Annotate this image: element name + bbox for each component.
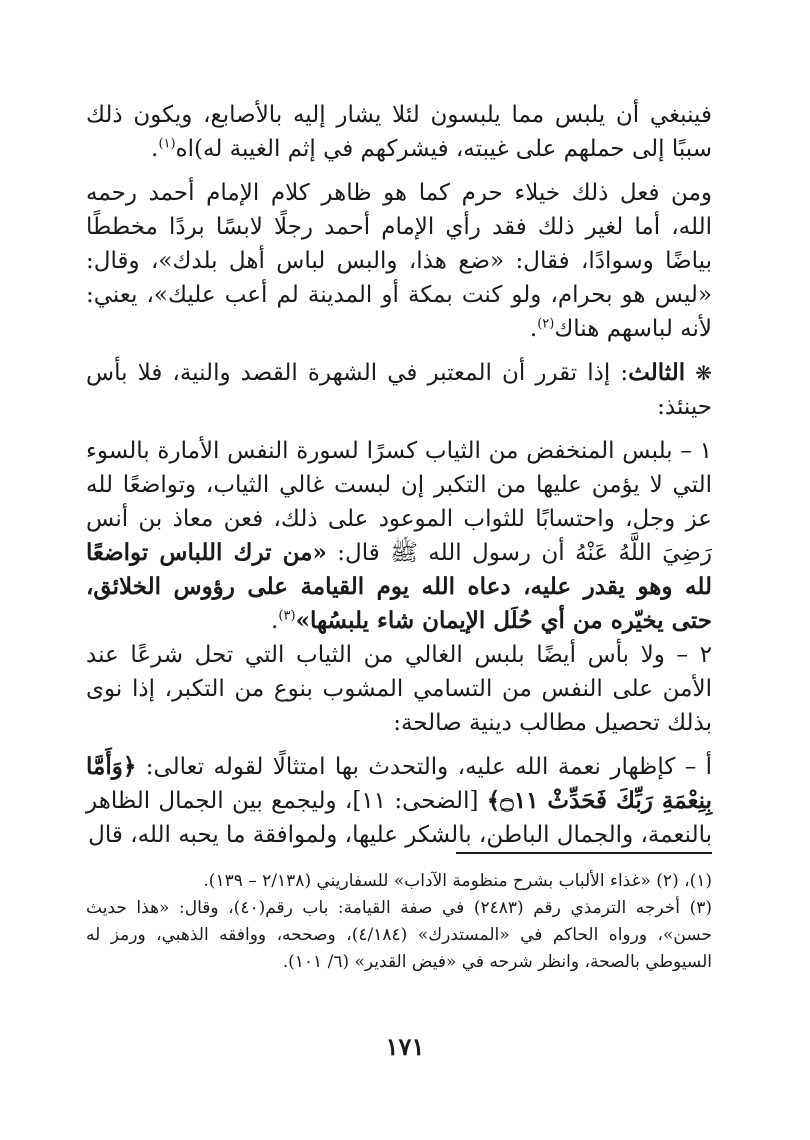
item-a-rest: [الضحى: ١١]، وليجمع بين الجمال الظاهر بالنعمة، والجمال الباطن، بالشكر عليها، ولموافقة ما يحبه الله، قال (86, 788, 712, 848)
quran-verse: ﴿وَأَمَّا بِنِعْمَةِ رَبِّكَ فَحَدِّثْ ۝١١﴾ (86, 753, 712, 814)
paragraph-2: ومن فعل ذلك خيلاء حرم كما هو ظاهر كلام الإمام أحمد رحمه الله، أما لغير ذلك فقد رأي الإمام أحمد رجلًا لابسًا بردًا مخططًا بياضًا وسوادًا، فقال: «ضع هذا، والبس لباس أهل بلدك»، وقال: «ليس هو بحرام، ولو كنت بمكة أو المدينة لم أعب عليك»، يعني: لأنه لباسهم هناك$^{(٢)}$. (86, 180, 712, 342)
footnote-3: (٣) أخرجه الترمذي رقم (٢٤٨٣) في صفة القيامة: باب رقم(٤٠)، وقال: «هذا حديث حسن»، ورواه الحاكم في «المستدرك» (٤/١٨٤)، وصححه، ووافقه الذهبي، ورمز له السيوطي بالصحة، وانظر شرحه في «فيض القدير» (٦/ ١٠١). (86, 898, 712, 972)
footnote-1-2: (١)، (٢) «غذاء الألباب بشرح منظومة الآداب» للسفاريني (٢/١٣٨ – ١٣٩). (203, 871, 712, 891)
item-2-text: ٢ – ولا بأس أيضًا بلبس الغالي من الثياب التي تحل شرعًا عند الأمن على النفس من التسامي المشوب بنوع من التكبر، إذا نوى بذلك تحصيل مطالب دينية صالحة: (86, 642, 712, 736)
paragraph-2-text: ومن فعل ذلك خيلاء حرم كما هو ظاهر كلام الإمام أحمد رحمه الله، أما لغير ذلك فقد رأي الإمام أحمد رجلًا لابسًا بردًا مخططًا بياضًا وسوادًا، فقال: «ضع هذا، والبس لباس أهل بلدك»، وقال: «ليس هو بحرام، ولو كنت بمكة أو المدينة لم أعب عليك»، يعني: لأنه لباسهم هناك (86, 180, 712, 342)
footnote-ref-2[interactable]: (٢) (537, 316, 555, 332)
item-a (86, 750, 712, 852)
item-2 (86, 638, 712, 740)
paragraph-1: فينبغي أن يلبس مما يلبسون لئلا يشار إليه بالأصابع، ويكون ذلك سببًا إلى حملهم على غيبته، فيشركهم في إثم الغيبة له)اه$^{(١)}$. (86, 102, 712, 162)
item-1-hadith: «من ترك اللباس تواضعًا لله وهو يقدر عليه، دعاه الله يوم القيامة على رؤوس الخلائق، حتى يخيّره من أي حُلَل الإيمان شاء يلبسُها» (86, 539, 712, 634)
item-1: ١ – بلبس المنخفض من الثياب كسرًا لسورة النفس الأمارة بالسوء التي لا يؤمن عليها من التكبر إن لبست غالي الثياب، وتواضعًا لله عز وجل، واحتسابًا للثواب الموعود على ذلك، فعن معاذ بن أنس رَضِيَ اللَّهُ عَنْهُ أن رسول الله ﷺ قال: «من ترك اللباس تواضعًا لله وهو يقدر عليه، دعاه الله يوم القيامة على رؤوس الخلائق، حتى يخيّره من أي حُلَل الإيمان شاء يلبسُها»$^{(٣)}$. (86, 438, 712, 634)
section-third (86, 356, 712, 424)
section-third-text: : إذا تقرر أن المعتبر في الشهرة القصد والنية، فلا بأس حينئذ: (86, 360, 712, 420)
main-text (86, 98, 712, 852)
footnote-ref-1[interactable]: (١) (158, 136, 176, 152)
page-number: ١٧١ (385, 1032, 425, 1061)
item-a-text: كإظهار نعمة الله عليه، والتحدث بها امتثالًا لقوله تعالى: (136, 754, 676, 780)
item-1-text: ١ – بلبس المنخفض من الثياب كسرًا لسورة النفس الأمارة بالسوء التي لا يؤمن عليها من التكبر إن لبست غالي الثياب، وتواضعًا لله عز وجل، واحتسابًا للثواب الموعود على ذلك، فعن معاذ بن أنس رَضِيَ اللَّهُ عَنْهُ أن رسول الله ﷺ قال: (86, 438, 712, 566)
footnote-ref-3[interactable]: (٣) (278, 608, 296, 624)
section-third-title: الثالث (628, 359, 686, 386)
item-a-label: أ – (675, 754, 712, 780)
footnote-divider (456, 852, 712, 854)
footnotes (86, 868, 712, 976)
star-icon: ❋ (695, 361, 712, 385)
paragraph-1-text: فينبغي أن يلبس مما يلبسون لئلا يشار إليه بالأصابع، ويكون ذلك سببًا إلى حملهم على غيبته، فيشركهم في إثم الغيبة له)اه (86, 102, 712, 162)
